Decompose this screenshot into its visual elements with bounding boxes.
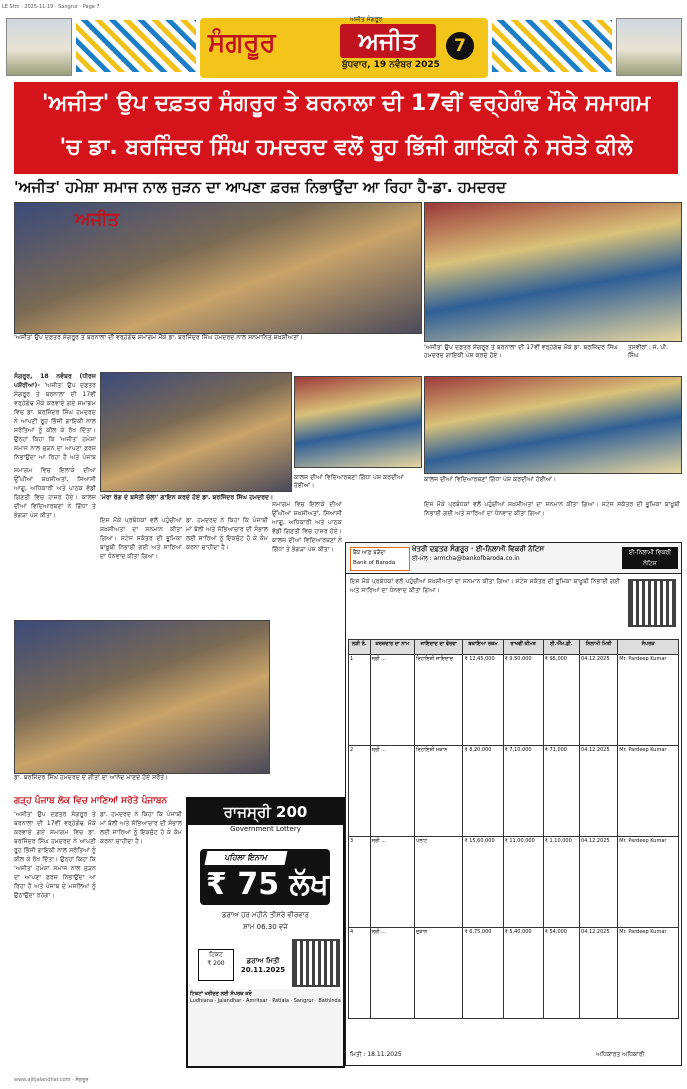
- page-footer: www.ajitjalandhar.com · ਸੰਗਰੂਰ: [14, 1077, 89, 1083]
- table-cell: 2: [349, 746, 371, 837]
- table-cell: ਪਲਾਟ: [415, 837, 463, 928]
- page-number: 7: [446, 32, 474, 60]
- article-col-2: ਇਸ ਮੌਕੇ ਪ੍ਰਬੰਧਕਾਂ ਵਲੋਂ ਪਹੁੰਚੀਆਂ ਸ਼ਖ਼ਸੀਅਤਾਂ ਦਾ ਸਨਮਾਨ ਕੀਤਾ ਗਿਆ। ਸਟੇਜ ਸਕੱਤਰ ਦੀ ਭੂਮਿਕਾ ਬਾਖ਼ੂਬੀ ਨਿਭਾਈ ਗਈ ਅਤੇ ਸਾਰਿਆਂ ਦਾ ਧੰਨਵਾਦ ਕੀਤਾ ਗਿਆ।: [100, 517, 182, 560]
- table-cell: ਰਿਹਾਇਸ਼ੀ ਮਕਾਨ: [415, 746, 463, 837]
- masthead-tagline: ਅਜੀਤ ਸੰਗਰੂਰ: [350, 16, 383, 23]
- main-photo-caption: 'ਅਜੀਤ' ਉਪ ਦਫ਼ਤਰ ਸੰਗਰੂਰ ਤੇ ਬਰਨਾਲਾ ਦੀ ਵਰ੍ਹੇਗੰਢ ਸਮਾਗਮ ਮੌਕੇ ਡਾ. ਬਰਜਿੰਦਰ ਸਿੰਘ ਹਮਦਰਦ ਨਾਲ ਸਨਮਾਨਿਤ ਸ਼ਖ਼ਸੀਅਤਾਂ।: [14, 334, 304, 341]
- article-dateline-body: [14, 372, 96, 462]
- table-cell: ਰਿਹਾਇਸ਼ੀ ਜਾਇਦਾਦ: [415, 655, 463, 746]
- photo-banner-text: ਅਜੀਤ: [75, 209, 120, 230]
- bank-name-en: Bank of Baroda: [353, 560, 396, 566]
- lottery-brand: ਰਾਜਸ੍ਰੀ 200: [188, 799, 343, 825]
- table-cell: Mr. Pardeep Kumar: [618, 837, 679, 928]
- table-cell: ਸ੍ਰੀ ...: [370, 837, 414, 928]
- masthead-pattern-right: [492, 20, 612, 72]
- lottery-sub: Government Lottery: [230, 825, 301, 833]
- bank-ad-title: [412, 545, 612, 563]
- table-cell: ₹ 11,00,000: [503, 837, 543, 928]
- table-cell: 1: [349, 655, 371, 746]
- draw-box: [238, 957, 288, 975]
- ticket-label: ਟਿਕਟ: [209, 951, 223, 958]
- lottery-schedule: ਡਰਾਅ ਹਰ ਮਹੀਨੇ ਤੀਸਰੇ ਵੀਰਵਾਰ: [222, 911, 309, 919]
- speech-caption: 'ਮੇਰਾ ਰੰਗ ਦੇ ਬਸੰਤੀ ਚੋਲਾ' ਗਾਇਨ ਕਰਦੇ ਹੋਏ ਡਾ. ਬਰਜਿੰਦਰ ਸਿੰਘ ਹਮਦਰਦ।: [100, 494, 274, 501]
- article-bottom-1: 'ਅਜੀਤ' ਉਪ ਦਫ਼ਤਰ ਸੰਗਰੂਰ ਤੇ ਬਰਨਾਲਾ ਦੀ 17ਵੀਂ ਵਰ੍ਹੇਗੰਢ ਮੌਕੇ ਕਰਵਾਏ ਗਏ ਸਮਾਗਮ ਵਿਚ ਡਾ. ਬਰਜਿੰਦਰ ਸਿੰਘ ਹਮਦਰਦ ਨੇ ਆਪਣੀ ਰੂਹ ਭਿੱਜੀ ਗਾਇਕੀ ਨਾਲ ਸਰੋਤਿਆਂ ਨੂੰ ਕੀਲ ਕੇ ਰੱਖ ਦਿੱਤਾ। ਉਨ੍ਹਾਂ ਕਿਹਾ ਕਿ 'ਅਜੀਤ' ਹਮੇਸ਼ਾ ਸਮਾਜ ਨਾਲ ਜੁੜਨ ਦਾ ਆਪਣਾ ਫ਼ਰਜ਼ ਨਿਭਾਉਂਦਾ ਆ ਰਿਹਾ ਹੈ ਅਤੇ ਪੰਜਾਬ ਦੇ ਮਸਲਿਆਂ ਨੂੰ ਉਠਾਉਂਦਾ ਰਹੇਗਾ।: [14, 811, 96, 899]
- auction-tag: ਈ-ਨਿਲਾਮੀ ਵਿਕਰੀ ਨੋਟਿਸ: [622, 547, 678, 569]
- article-body-2: ਸਮਾਗਮ ਵਿਚ ਇਲਾਕੇ ਦੀਆਂ ਉੱਘੀਆਂ ਸ਼ਖ਼ਸੀਅਤਾਂ, ਸਿਆਸੀ ਆਗੂ, ਅਧਿਕਾਰੀ ਅਤੇ ਪਾਠਕ ਵੱਡੀ ਗਿਣਤੀ ਵਿਚ ਹਾਜ਼ਰ ਹੋਏ। ਕਾਲਜ ਦੀਆਂ ਵਿਦਿਆਰਥਣਾਂ ਨੇ ਗਿੱਧਾ ਤੇ ਭੰਗੜਾ ਪੇਸ਼ ਕੀਤਾ।: [14, 467, 96, 519]
- table-cell: ₹ 5,40,000: [503, 928, 543, 1019]
- bank-footer-officer: ਅਧਿਕਾਰਤ ਅਧਿਕਾਰੀ: [596, 1051, 645, 1058]
- right-photo-caption: 'ਅਜੀਤ' ਉਪ ਦਫ਼ਤਰ ਸੰਗਰੂਰ ਤੇ ਬਰਨਾਲਾ ਦੀ 17ਵੀਂ ਵਰ੍ਹੇਗੰਢ ਮੌਕੇ ਡਾ. ਬਰਜਿੰਦਰ ਸਿੰਘ ਹਮਦਰਦ ਗਾਇਕੀ ਪੇਸ਼ ਕਰਦੇ ਹੋਏ।: [424, 344, 618, 359]
- lottery-prize-box: [200, 849, 330, 905]
- draw-label: ਡਰਾਅ ਮਿਤੀ: [246, 957, 280, 965]
- table-cell: 04.12.2025: [580, 928, 618, 1019]
- table-cell: ₹ 9,50,000: [503, 655, 543, 746]
- bank-footer-date: ਮਿਤੀ : 18.11.2025: [350, 1051, 402, 1058]
- table-cell: ਦੁਕਾਨ: [415, 928, 463, 1019]
- dance-caption: ਕਾਲਜ ਦੀਆਂ ਵਿਦਿਆਰਥਣਾਂ ਗਿੱਧਾ ਪੇਸ਼ ਕਰਦੀਆਂ ਹੋਈਆਂ।: [294, 474, 404, 489]
- dance-photo-left: [294, 376, 422, 468]
- table-cell: 4: [349, 928, 371, 1019]
- auction-table-header: [349, 640, 679, 655]
- singer-photo: [424, 202, 682, 342]
- qr-code-icon: [292, 939, 340, 987]
- crowd-caption: ਡਾ. ਬਰਜਿੰਦਰ ਸਿੰਘ ਹਮਦਰਦ ਦੇ ਗੀਤਾਂ ਦਾ ਆਨੰਦ ਮਾਣਦੇ ਹੋਏ ਸਰੋਤੇ।: [14, 774, 169, 781]
- article-dateline: ਸੰਗਰੂਰ, 18 ਨਵੰਬਰ (ਧੀਰਜ ਪਸ਼ੌਰੀਆ)-: [14, 373, 96, 389]
- lottery-contact: [188, 989, 343, 1066]
- masthead-pattern-left: [76, 20, 196, 72]
- table-cell: 04.12.2025: [580, 837, 618, 928]
- article-col-3: ਡਾ. ਹਮਦਰਦ ਨੇ ਕਿਹਾ ਕਿ ਪੰਜਾਬੀ ਮਾਂ ਬੋਲੀ ਅਤੇ ਸੱਭਿਆਚਾਰ ਦੀ ਸੰਭਾਲ ਲਈ ਸਾਰਿਆਂ ਨੂੰ ਇਕਜੁੱਟ ਹੋ ਕੇ ਕੰਮ ਕਰਨਾ ਚਾਹੀਦਾ ਹੈ।: [186, 517, 268, 551]
- table-cell: Mr. Pardeep Kumar: [618, 928, 679, 1019]
- table-row: [349, 746, 679, 837]
- table-cell: ₹ 7,10,000: [503, 746, 543, 837]
- speech-photo: [100, 372, 292, 492]
- side-heading: ਗੜ੍ਹ ਪੰਜਾਬ ਲੋਕ ਵਿਚ ਮਾਣਿਆਂ ਸਰੋਤੇ ਪੰਜਾਬਨ: [14, 796, 168, 806]
- photo-credit: ਤਸਵੀਰਾਂ : ਜੇ. ਪੀ. ਸਿੰਘ: [628, 344, 668, 359]
- table-cell: Mr. Pardeep Kumar: [618, 655, 679, 746]
- prize-label: ਪਹਿਲਾ ਇਨਾਮ: [205, 851, 288, 865]
- ticket-price: ₹ 200: [207, 960, 225, 967]
- table-cell: ₹ 54,000: [543, 928, 579, 1019]
- table-cell: ਸ੍ਰੀ ...: [370, 655, 414, 746]
- issue-date: ਬੁੱਧਵਾਰ, 19 ਨਵੰਬਰ 2025: [342, 60, 440, 70]
- table-cell: Mr. Pardeep Kumar: [618, 746, 679, 837]
- auction-col-header: ਨਿਲਾਮੀ ਮਿਤੀ: [580, 640, 618, 655]
- headline-line-2: 'ਚ ਡਾ. ਬਰਜਿੰਦਰ ਸਿੰਘ ਹਮਦਰਦ ਵਲੋਂ ਰੂਹ ਭਿੱਜੀ ਗਾਇਕੀ ਨੇ ਸਰੋਤੇ ਕੀਲੇ: [59, 135, 633, 160]
- bank-email: ਈ-ਮੇਲ : armcha@bankofbaroda.co.in: [412, 555, 520, 562]
- dance-right-caption: ਕਾਲਜ ਦੀਆਂ ਵਿਦਿਆਰਥਣਾਂ ਗਿੱਧਾ ਪੇਸ਼ ਕਰਦੀਆਂ ਹੋਈਆਂ।: [424, 476, 557, 483]
- auction-col-header: ਲੜੀ ਨੰ.: [349, 640, 371, 655]
- article-bottom-2: ਡਾ. ਹਮਦਰਦ ਨੇ ਕਿਹਾ ਕਿ ਪੰਜਾਬੀ ਮਾਂ ਬੋਲੀ ਅਤੇ ਸੱਭਿਆਚਾਰ ਦੀ ਸੰਭਾਲ ਲਈ ਸਾਰਿਆਂ ਨੂੰ ਇਕਜੁੱਟ ਹੋ ਕੇ ਕੰਮ ਕਰਨਾ ਚਾਹੀਦਾ ਹੈ।: [100, 811, 182, 845]
- table-cell: ਸ੍ਰੀ ...: [370, 746, 414, 837]
- bank-name: ਬੈਂਕ ਆਫ਼ ਬੜੌਦਾ: [353, 550, 386, 556]
- masthead-photo-right: [616, 18, 682, 76]
- headline-line-1: 'ਅਜੀਤ' ਉਪ ਦਫ਼ਤਰ ਸੰਗਰੂਰ ਤੇ ਬਰਨਾਲਾ ਦੀ 17ਵੀਂ ਵਰ੍ਹੇਗੰਢ ਮੌਕੇ ਸਮਾਗਮ: [41, 91, 651, 116]
- table-cell: 3: [349, 837, 371, 928]
- main-headline: [14, 82, 678, 174]
- masthead-photo-left: [6, 18, 72, 76]
- table-cell: ₹ 95,000: [543, 655, 579, 746]
- article-col-4: ਸਮਾਗਮ ਵਿਚ ਇਲਾਕੇ ਦੀਆਂ ਉੱਘੀਆਂ ਸ਼ਖ਼ਸੀਅਤਾਂ, ਸਿਆਸੀ ਆਗੂ, ਅਧਿਕਾਰੀ ਅਤੇ ਪਾਠਕ ਵੱਡੀ ਗਿਣਤੀ ਵਿਚ ਹਾਜ਼ਰ ਹੋਏ। ਕਾਲਜ ਦੀਆਂ ਵਿਦਿਆਰਥਣਾਂ ਨੇ ਗਿੱਧਾ ਤੇ ਭੰਗੜਾ ਪੇਸ਼ ਕੀਤਾ।: [272, 501, 342, 553]
- auction-table: [348, 639, 679, 1019]
- ticket-price-box: [198, 949, 234, 981]
- bank-ad-header: [346, 543, 681, 574]
- bank-auction-ad: [345, 542, 682, 1066]
- table-cell: ਸ੍ਰੀ ...: [370, 928, 414, 1019]
- dance-photo-right: [424, 376, 682, 474]
- table-cell: ₹ 1,10,000: [543, 837, 579, 928]
- table-cell: ₹ 6,75,000: [463, 928, 503, 1019]
- auction-col-header: ਈ.ਐੱਮ.ਡੀ.: [543, 640, 579, 655]
- prize-amount: ₹ 75 ਲੱਖ: [206, 867, 329, 902]
- auction-col-header: ਜਾਇਦਾਦ ਦਾ ਵੇਰਵਾ: [415, 640, 463, 655]
- auction-col-header: ਕਰਜ਼ਦਾਰ ਦਾ ਨਾਮ: [370, 640, 414, 655]
- print-slug: LE Stm · 2025-11-19 · Sangrur · Page 7: [2, 4, 100, 10]
- bank-qr-code-icon: [628, 579, 676, 627]
- lottery-ad: [186, 797, 345, 1068]
- auction-col-header: ਬਕਾਇਆ ਰਕਮ: [463, 640, 503, 655]
- bank-notice-text: ਇਸ ਮੌਕੇ ਪ੍ਰਬੰਧਕਾਂ ਵਲੋਂ ਪਹੁੰਚੀਆਂ ਸ਼ਖ਼ਸੀਅਤਾਂ ਦਾ ਸਨਮਾਨ ਕੀਤਾ ਗਿਆ। ਸਟੇਜ ਸਕੱਤਰ ਦੀ ਭੂਮਿਕਾ ਬਾਖ਼ੂਬੀ ਨਿਭਾਈ ਗਈ ਅਤੇ ਸਾਰਿਆਂ ਦਾ ਧੰਨਵਾਦ ਕੀਤਾ ਗਿਆ।: [350, 578, 620, 594]
- paper-name: ਅਜੀਤ: [340, 24, 436, 58]
- table-cell: ₹ 71,000: [543, 746, 579, 837]
- table-row: [349, 655, 679, 746]
- table-row: [349, 837, 679, 928]
- auction-col-header: ਸੰਪਰਕ: [618, 640, 679, 655]
- table-cell: 04.12.2025: [580, 655, 618, 746]
- article-col-right: ਇਸ ਮੌਕੇ ਪ੍ਰਬੰਧਕਾਂ ਵਲੋਂ ਪਹੁੰਚੀਆਂ ਸ਼ਖ਼ਸੀਅਤਾਂ ਦਾ ਸਨਮਾਨ ਕੀਤਾ ਗਿਆ। ਸਟੇਜ ਸਕੱਤਰ ਦੀ ਭੂਮਿਕਾ ਬਾਖ਼ੂਬੀ ਨਿਭਾਈ ਗਈ ਅਤੇ ਸਾਰਿਆਂ ਦਾ ਧੰਨਵਾਦ ਕੀਤਾ ਗਿਆ।: [424, 501, 680, 517]
- table-cell: ₹ 8,20,000: [463, 746, 503, 837]
- crowd-photo: [14, 620, 270, 774]
- auction-col-header: ਰਾਖਵੀਂ ਕੀਮਤ: [503, 640, 543, 655]
- city-name: ਸੰਗਰੂਰ: [208, 28, 276, 58]
- contact-heading: ਟਿਕਟਾਂ ਖਰੀਦਣ ਲਈ ਸੰਪਰਕ ਕਰੋ: [190, 991, 252, 997]
- article-body-1: 'ਅਜੀਤ' ਉਪ ਦਫ਼ਤਰ ਸੰਗਰੂਰ ਤੇ ਬਰਨਾਲਾ ਦੀ 17ਵੀਂ ਵਰ੍ਹੇਗੰਢ ਮੌਕੇ ਕਰਵਾਏ ਗਏ ਸਮਾਗਮ ਵਿਚ ਡਾ. ਬਰਜਿੰਦਰ ਸਿੰਘ ਹਮਦਰਦ ਨੇ ਆਪਣੀ ਰੂਹ ਭਿੱਜੀ ਗਾਇਕੀ ਨਾਲ ਸਰੋਤਿਆਂ ਨੂੰ ਕੀਲ ਕੇ ਰੱਖ ਦਿੱਤਾ। ਉਨ੍ਹਾਂ ਕਿਹਾ ਕਿ 'ਅਜੀਤ' ਹਮੇਸ਼ਾ ਸਮਾਜ ਨਾਲ ਜੁੜਨ ਦਾ ਆਪਣਾ ਫ਼ਰਜ਼ ਨਿਭਾਉਂਦਾ ਆ ਰਿਹਾ ਹੈ ਅਤੇ ਪੰਜਾਬ: [14, 382, 96, 461]
- contact-cities: Ludhiana · Jalandhar · Amritsar · Patiala · Sangrur · Bathinda: [190, 998, 341, 1004]
- bank-ad-title-text: ਖੇਤਰੀ ਦਫ਼ਤਰ ਸੰਗਰੂਰ · ਈ-ਨਿਲਾਮੀ ਵਿਕਰੀ ਨੋਟਿਸ: [412, 545, 545, 553]
- table-cell: ₹ 15,60,000: [463, 837, 503, 928]
- table-cell: ₹ 12,45,000: [463, 655, 503, 746]
- table-row: [349, 928, 679, 1019]
- group-photo: [14, 202, 422, 334]
- masthead: [0, 14, 687, 80]
- draw-date: 20.11.2025: [240, 966, 286, 974]
- lottery-time: ਸ਼ਾਮ 06.30 ਵਜੇ: [243, 923, 288, 931]
- subheadline: 'ਅਜੀਤ' ਹਮੇਸ਼ਾ ਸਮਾਜ ਨਾਲ ਜੁੜਨ ਦਾ ਆਪਣਾ ਫ਼ਰਜ਼ ਨਿਭਾਉਂਦਾ ਆ ਰਿਹਾ ਹੈ-ਡਾ. ਹਮਦਰਦ: [14, 178, 507, 196]
- bank-logo: [350, 547, 410, 571]
- masthead-namebox: [200, 18, 488, 78]
- table-cell: 04.12.2025: [580, 746, 618, 837]
